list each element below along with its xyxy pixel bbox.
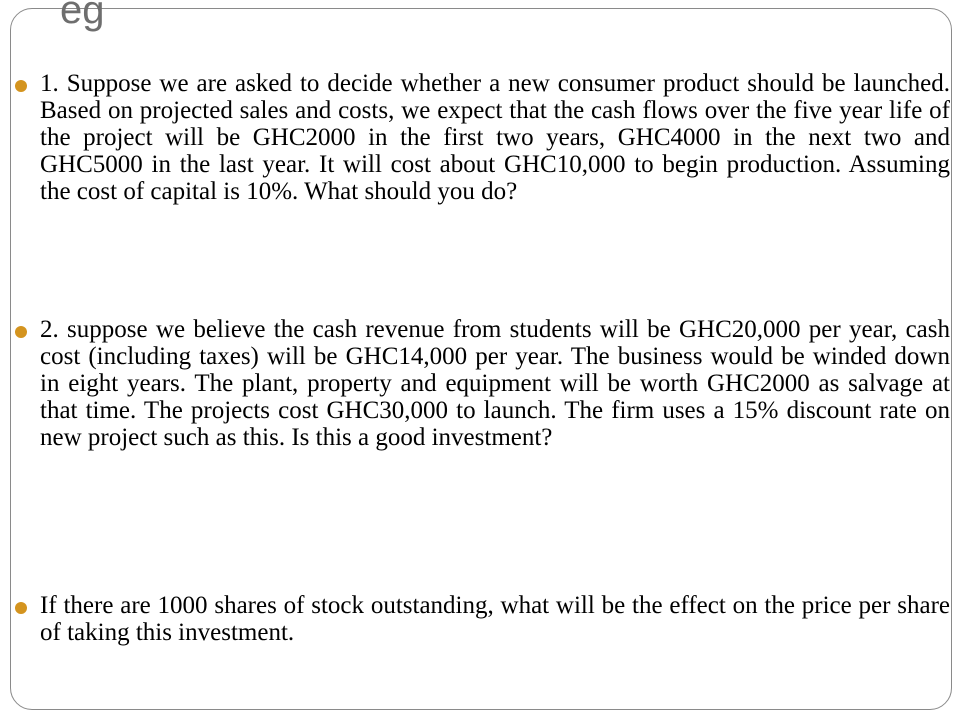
bullet-question-3: If there are 1000 shares of stock outstanding, what will be the effect on the price per share of taking this investment. [40, 592, 950, 646]
bullet-dot-icon [15, 602, 27, 614]
bullet-dot-icon [15, 80, 27, 92]
bullet-question-1: 1. Suppose we are asked to decide whether a new consumer product should be launched. Based on projected sales and costs, we expect that the cash flows over the five year life of the project will be GHC2000 in the first two years, GHC4000 in the next two and GHC5000 in the last year. It will cost about GHC10,000 to begin production. Assuming the cost of capital is 10%. What should you do? [40, 70, 950, 205]
bullet-question-2: 2. suppose we believe the cash revenue from students will be GHC20,000 per year, cash cost (including taxes) will be GHC14,000 per year. The business would be winded down in eight years. The plant, property and equipment will be worth GHC2000 as salvage at that time. The projects cost GHC30,000 to launch. The firm uses a 15% discount rate on new project such as this. Is this a good investment? [40, 316, 950, 451]
slide-title: eg [60, 0, 105, 32]
bullet-dot-icon [15, 326, 27, 338]
